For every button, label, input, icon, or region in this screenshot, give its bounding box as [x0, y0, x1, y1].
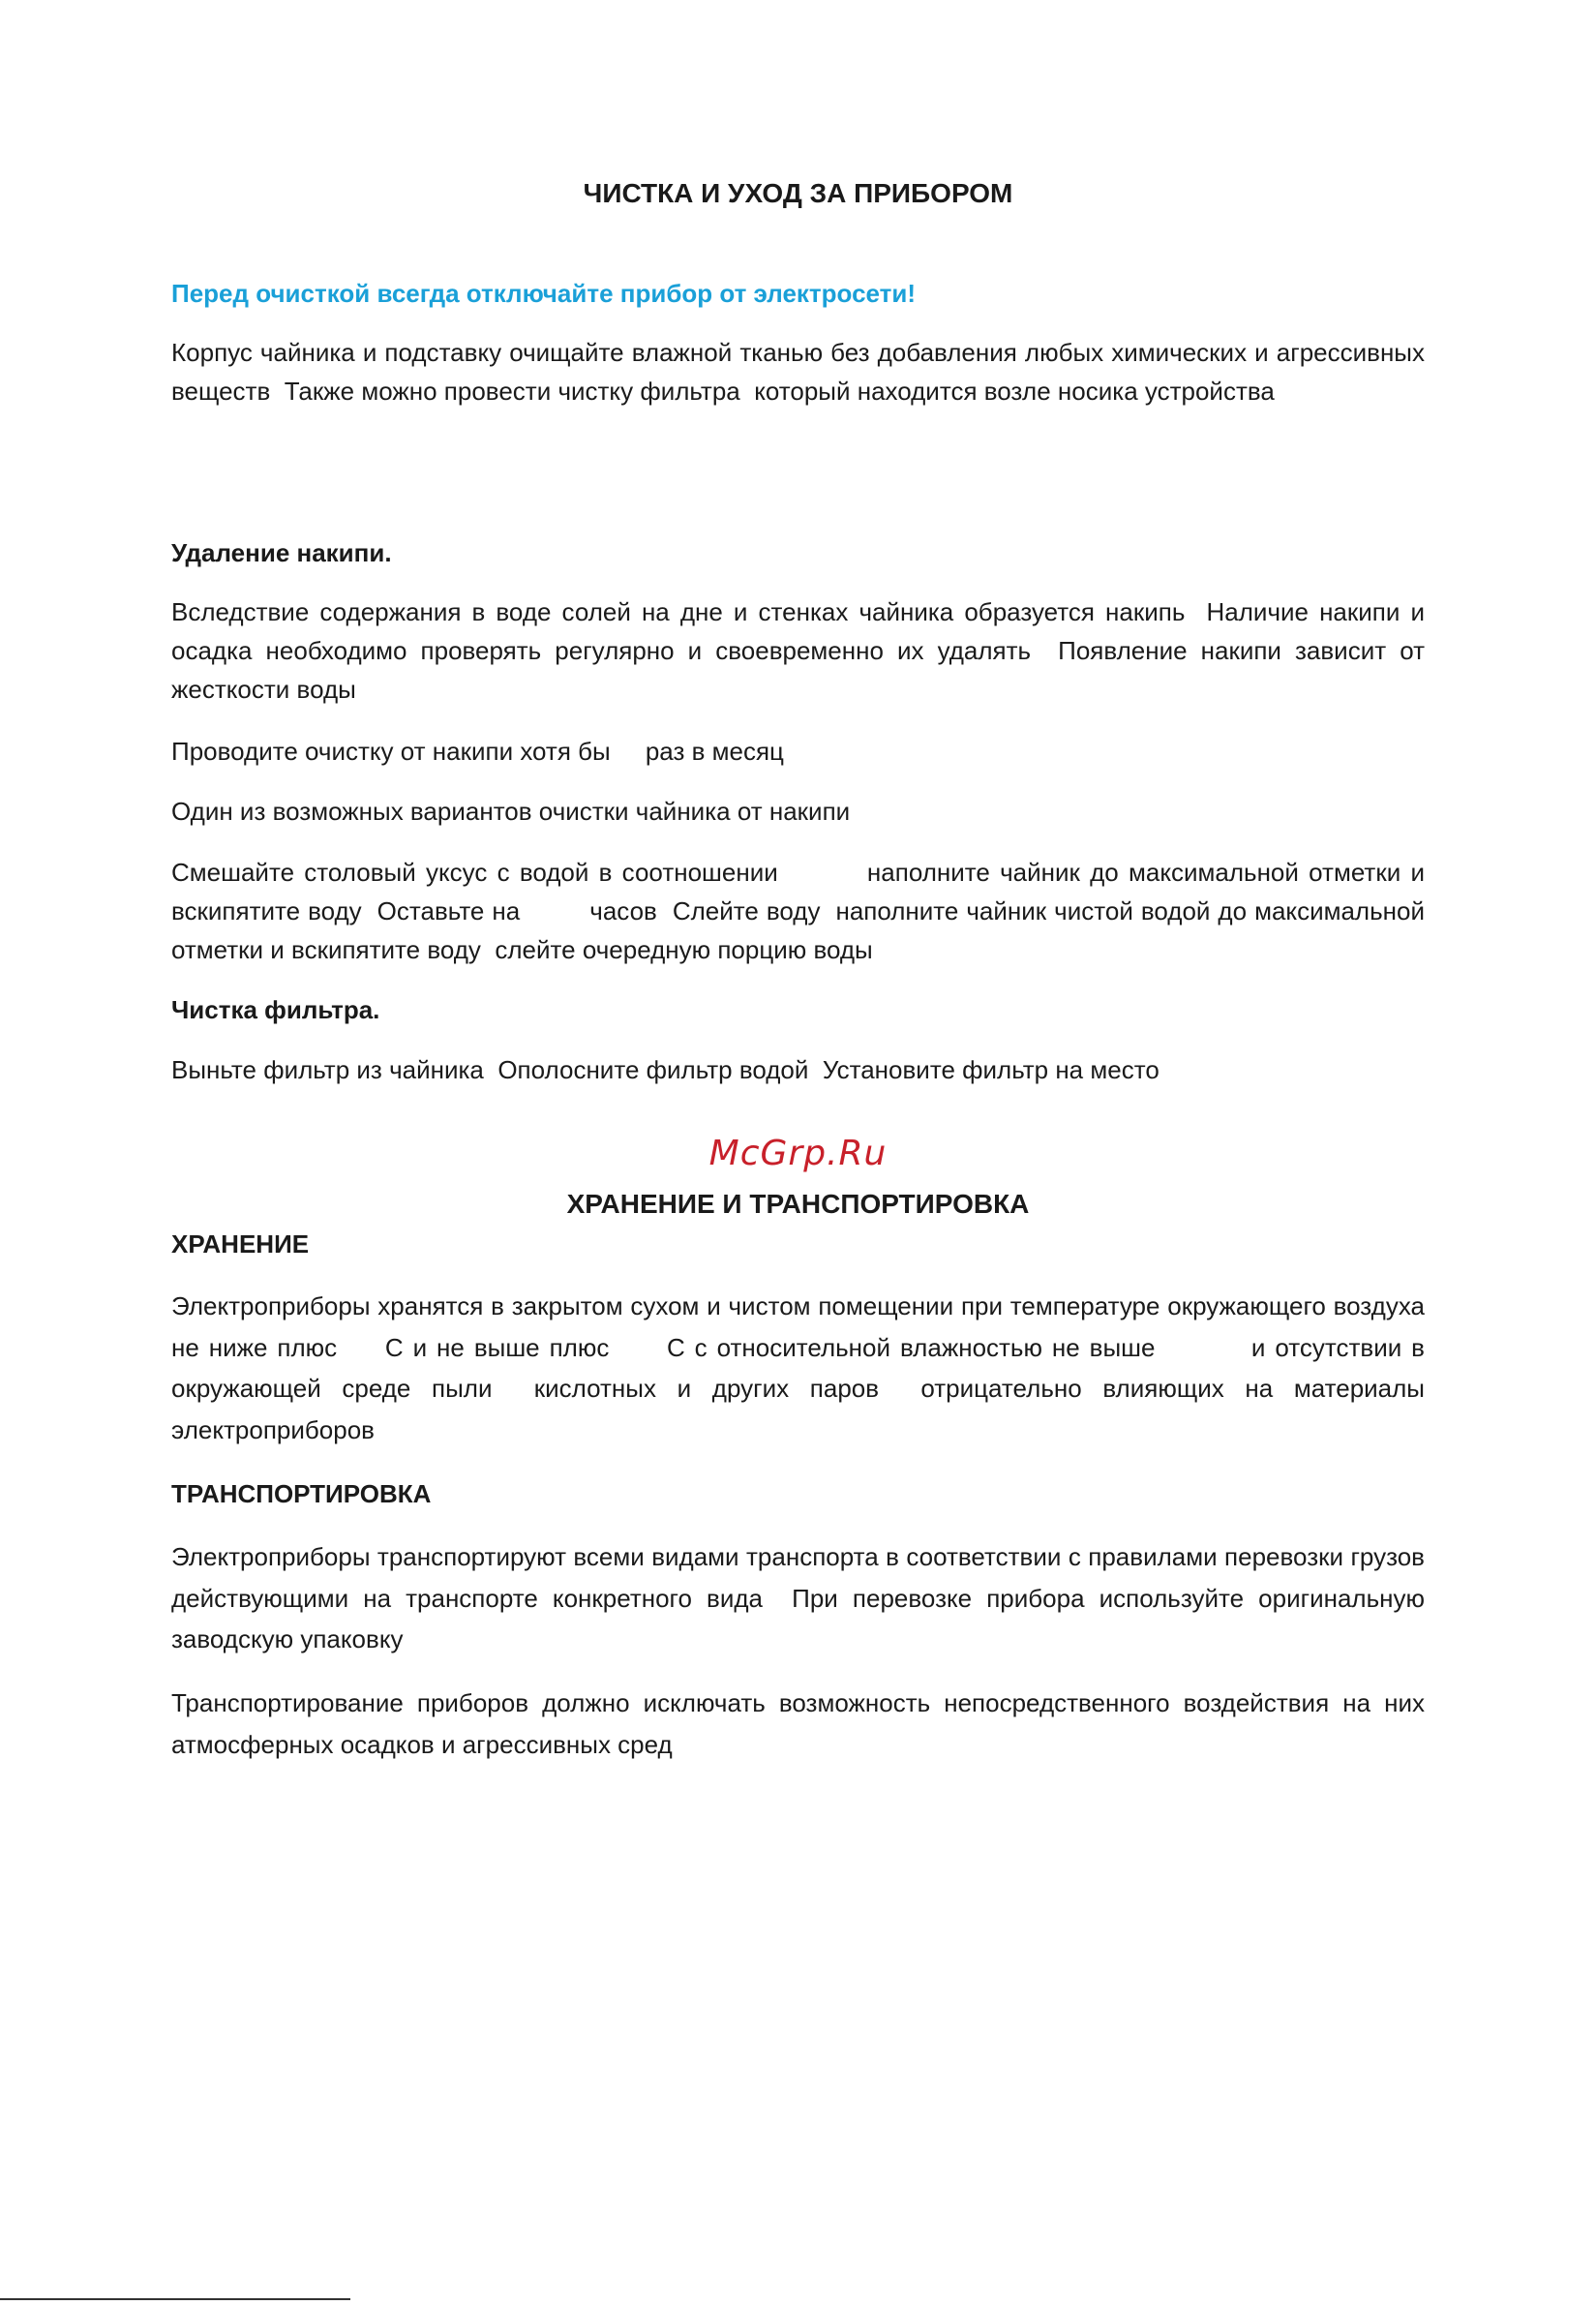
- storage-heading: ХРАНЕНИЕ: [171, 1229, 310, 1259]
- footer-divider: [0, 2298, 350, 2300]
- cleaning-body: Корпус чайника и подставку очищайте влажной тканью без добавления любых химических и агрессивных веществ Также можно провести чистку фильтра который находится возле носика устройства: [171, 338, 1432, 406]
- descaling-title: Удаление накипи.: [171, 538, 392, 567]
- transport-heading: ТРАНСПОРТИРОВКА: [171, 1479, 432, 1508]
- storage-body: Электроприборы хранятся в закрытом сухом и чистом помещении при температуре окружающего воздуха не ниже плюс С и не выше плюс С с относительной влажностью не выше и отсутствии в окружающей среде пыли кислотных и других паров отрицательно влияющих на материалы электроприборов: [171, 1291, 1432, 1444]
- descaling-paragraph-3: Один из возможных вариантов очистки чайника от накипи: [171, 797, 851, 826]
- filter-title: Чистка фильтра.: [171, 995, 380, 1024]
- filter-body: Выньте фильтр из чайника Ополосните фильтр водой Установите фильтр на место: [171, 1055, 1159, 1084]
- transport-paragraph-2: Транспортирование приборов должно исключать возможность непосредственного воздействия на них атмосферных осадков и агрессивных сред: [171, 1688, 1432, 1759]
- descaling-paragraph-4: Смешайте столовый уксус с водой в соотношении наполните чайник до максимальной отметки и вскипятите воду Оставьте на часов Слейте воду наполните чайник чистой водой до максимальной отметки и вскипятите воду слейте очередную порцию воды: [171, 858, 1432, 964]
- descaling-paragraph-2: Проводите очистку от накипи хотя бы раз в месяц: [171, 737, 784, 766]
- descaling-paragraph-1: Вследствие содержания в воде солей на дне и стенках чайника образуется накипь Наличие накипи и осадка необходимо проверять регулярно и своевременно их удалять Появление накипи зависит от жесткости воды: [171, 597, 1432, 704]
- watermark: McGrp.Ru: [708, 1134, 888, 1173]
- transport-paragraph-1: Электроприборы транспортируют всеми видами транспорта в соответствии с правилами перевозки грузов действующими на транспорте конкретного вида При перевозке прибора используйте оригинальную заводскую упаковку: [171, 1542, 1439, 1653]
- storage-transport-title: ХРАНЕНИЕ И ТРАНСПОРТИРОВКА: [566, 1189, 1030, 1219]
- unplug-warning: Перед очисткой всегда отключайте прибор от электросети!: [171, 279, 917, 308]
- cleaning-title: ЧИСТКА И УХОД ЗА ПРИБОРОМ: [583, 178, 1013, 208]
